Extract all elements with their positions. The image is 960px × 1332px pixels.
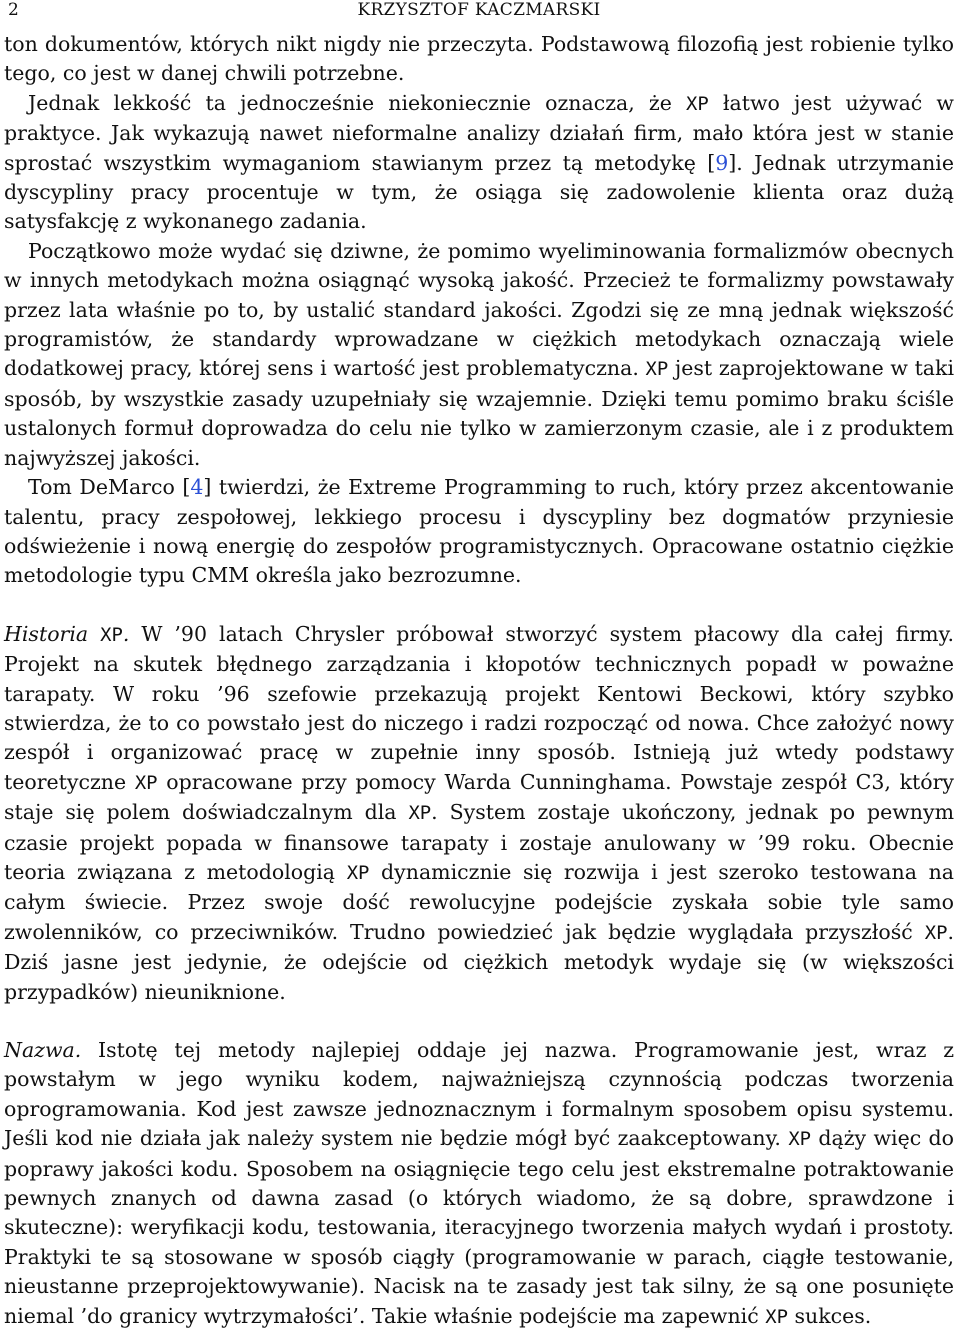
running-title: KRZYSZTOF KACZMARSKI: [357, 0, 601, 20]
section-runin-title: Historia: [4, 621, 101, 646]
text-run: ] twierdzi, że Extreme Programming to ruch, który przez akcentowanie talentu, pracy zespołowej, lekkiego procesu i dyscypliny bez dogmatów przyniesie odświeżenie i nową energię do zespołów programistycznych. Opracowane ostatnio ciężkie metodologie typu CMM określa jako bezrozumne.: [4, 475, 954, 588]
text-run: ]. Jednak utrzymanie dyscypliny pracy procentuje w tym, że osiąga się zadowolenie klienta oraz dużą satysfakcję z wykonanego zadania.: [4, 150, 954, 234]
text-run: jest zaprojektowane w taki sposób, by wszystkie zasady uzupełniały się wzajemnie. Dzięki temu pomimo braku ściśle ustalonych formuł doprowadza do celu nie tylko w zamierzonym czasie, ale i z produktem najwyższej jakości.: [4, 356, 955, 470]
text-run: ton dokumentów, których nikt nigdy nie przeczyta. Podstawową filozofią jest robienie tylko tego, co jest w danej chwili potrzebne.: [4, 32, 954, 86]
citation-link[interactable]: 9: [715, 150, 729, 175]
paragraph: [4, 89, 954, 237]
acronym-xp: XP: [346, 861, 370, 884]
page-header: [4, 0, 954, 30]
acronym-xp: XP: [408, 802, 432, 825]
text-run: dąży więc do poprawy jakości kodu. Sposobem na osiągnięcie tego celu jest ekstremalne potraktowanie pewnych znanych od dawna zasad (o których wiadomo, że są dobre, sprawdzone i skuteczne): weryfikacji kodu, testowania, iteracyjnego tworzenia małych wydań i prostoty. Praktyki te są stosowane w sposób ciągły (programowanie w parach, ciągłe testowanie, nieustanne przeprojektowywanie). Nacisk na te zasady jest tak silny, że są one posunięte niemal ’do granicy wytrzymałości’. Takie właśnie podejście ma zapewnić: [4, 1126, 954, 1328]
section-runin-title: Nazwa.: [4, 1038, 82, 1062]
text-run: sukces.: [787, 1303, 872, 1328]
text-run: łatwo jest używać w praktyce. Jak wykazują nawet nieformalne analizy działań firm, mało która jest w stanie sprostać wszystkim wymaganiom stawianym przez tą metodykę [: [4, 90, 954, 175]
acronym-xp: XP: [765, 1305, 788, 1328]
acronym-xp: XP: [924, 921, 948, 944]
text-run: opracowane przy pomocy Warda Cunninghama. Powstaje zespół C3, który staje się polem doświadczalnym dla: [4, 769, 954, 825]
section-runin-title: .: [122, 621, 130, 646]
acronym-xp: XP: [686, 92, 709, 115]
paragraph: [4, 1036, 954, 1332]
text-run: W ’90 latach Chrysler próbował stworzyć system płacowy dla całej firmy. Projekt na skutek błędnego zarządzania i kłopotów technicznych popadł w poważne tarapaty. W roku ’96 szefowie przekazują projekt Kentowi Beckowi, który szybko stwierdza, że to co powstało jest do niczego i radzi rozpocząć od nowa. Chce założyć nowy zespół i organizować pracę w zupełnie inny sposób. Istnieją już wtedy podstawy teoretyczne: [4, 621, 954, 794]
text-run: . System zostaje ukończony, jednak po pewnym czasie projekt popada w finansowe tarapaty i zostaje anulowany w ’99 roku. Obecnie teoria związana z metodologią: [4, 800, 955, 884]
text-run: Tom DeMarco [: [28, 475, 191, 500]
paragraph: [4, 620, 954, 1007]
text-run: dynamicznie się rozwija i jest szeroko testowana na całym świecie. Przez swoje dość rewolucyjne podejście zyskała sobie tyle samo zwolenników, co przeciwników. Trudno powiedzieć jak będzie wyglądała przyszłość: [4, 859, 954, 944]
text-run: Jednak lekkość ta jednocześnie niekoniecznie oznacza, że: [28, 90, 686, 115]
body-text: [4, 30, 954, 1332]
acronym-xp: XP: [100, 623, 123, 646]
text-run: Istotę tej metody najlepiej oddaje jej nazwa. Programowanie jest, wraz z powstałym w jego wyniku kodem, najważniejszą czynnością podczas tworzenia oprogramowania. Kod jest zawsze jednoznacznym i formalnym sposobem opisu systemu. Jeśli kod nie działa jak należy system nie będzie mógł być zaakceptowany.: [4, 1038, 954, 1151]
acronym-xp: XP: [134, 771, 158, 794]
paragraph: [4, 30, 954, 89]
text-run: Początkowo może wydać się dziwne, że pomimo wyeliminowania formalizmów obecnych w innych metodykach można osiągnąć wysoką jakość. Przecież te formalizmy powstawały przez lata właśnie po to, by ustalić standard jakości. Zgodzi się ze mną jednak większość programistów, że standardy wprowadzane w ciężkich metodykach oznaczają wiele dodatkowej pracy, której sens i wartość jest problematyczna.: [4, 238, 954, 381]
page-number: 2: [8, 0, 19, 20]
text-run: . Dziś jasne jest jedynie, że odejście od ciężkich metodyk wydaje się (w większości przypadków) nieuniknione.: [4, 919, 954, 1004]
citation-link[interactable]: 4: [190, 475, 204, 500]
paragraph: [4, 237, 954, 473]
acronym-xp: XP: [788, 1128, 812, 1151]
acronym-xp: XP: [645, 358, 669, 381]
paragraph: [4, 473, 954, 591]
